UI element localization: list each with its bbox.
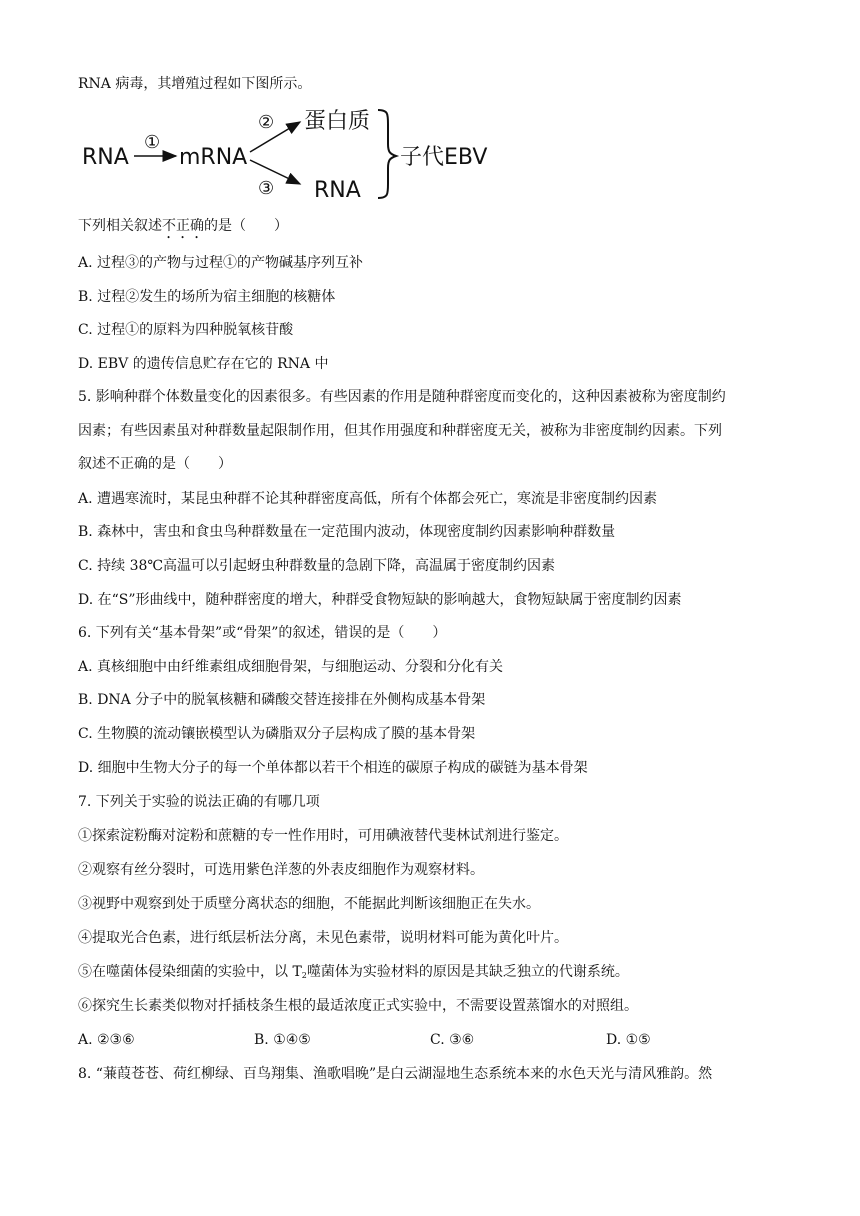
q6-option-c: C. 生物膜的流动镶嵌模型认为磷脂双分子层构成了膜的基本骨架 (78, 726, 476, 742)
q5-stem-line-3: 叙述不正确的是（ ） (78, 456, 232, 472)
q7-item-1: ①探索淀粉酶对淀粉和蔗糖的专一性作用时，可用碘液替代斐林试剂进行鉴定。 (78, 828, 568, 844)
intro-text: RNA 病毒，其增殖过程如下图所示。 (78, 76, 312, 92)
q7-choice-d: D. ①⑤ (606, 1032, 651, 1048)
ebv-replication-diagram (78, 104, 518, 204)
q5-option-c: C. 持续 38℃高温可以引起蚜虫种群数量的急剧下降，高温属于密度制约因素 (78, 558, 556, 574)
q7-item-6: ⑥探究生长素类似物对扦插枝条生根的最适浓度正式实验中，不需要设置蒸馏水的对照组。 (78, 998, 638, 1014)
q5-stem-line-1: 5. 影响种群个体数量变化的因素很多。有些因素的作用是随种群密度而变化的，这种因素被称为密度制约 (78, 389, 726, 405)
diagram-rna-right: RNA (314, 178, 361, 203)
diagram-step-3: ③ (258, 178, 275, 199)
diagram-step-1: ① (144, 132, 161, 153)
diagram-offspring: 子代EBV (400, 145, 488, 170)
diagram-step-2: ② (258, 112, 275, 133)
q5-option-d: D. 在“S”形曲线中，随种群密度的增大，种群受食物短缺的影响越大，食物短缺属于密度制约因素 (78, 592, 682, 608)
q8-stem: 8. “蒹葭苍苍、荷红柳绿、百鸟翔集、渔歌唱晚”是白云湖湿地生态系统本来的水色天光与清风雅韵。然 (78, 1066, 713, 1082)
q7-stem: 7. 下列关于实验的说法正确的有哪几项 (78, 794, 320, 810)
q5-option-b: B. 森林中，害虫和食虫鸟种群数量在一定范围内波动，体现密度制约因素影响种群数量 (78, 524, 616, 540)
diagram-mrna: mRNA (179, 145, 248, 170)
diagram-protein: 蛋白质 (304, 109, 371, 134)
q4-option-b: B. 过程②发生的场所为宿主细胞的核糖体 (78, 289, 336, 305)
q7-item-2: ②观察有丝分裂时，可选用紫色洋葱的外表皮细胞作为观察材料。 (78, 862, 484, 878)
q5-stem-line-2: 因素；有些因素虽对种群数量起限制作用，但其作用强度和种群密度无关，被称为非密度制约因素。下列 (78, 423, 722, 439)
q4-option-c: C. 过程①的原料为四种脱氧核苷酸 (78, 322, 294, 338)
q4-option-d: D. EBV 的遗传信息贮存在它的 RNA 中 (78, 356, 329, 372)
q5-option-a: A. 遭遇寒流时，某昆虫种群不论其种群密度高低，所有个体都会死亡，寒流是非密度制约因素 (78, 491, 658, 507)
diagram-brace (378, 110, 396, 198)
q6-option-a: A. 真核细胞中由纤维素组成细胞骨架，与细胞运动、分裂和分化有关 (78, 659, 504, 675)
q6-stem: 6. 下列有关“基本骨架”或“骨架”的叙述，错误的是（ ） (78, 625, 447, 641)
q7-item-4: ④提取光合色素，进行纸层析法分离，未见色素带，说明材料可能为黄化叶片。 (78, 930, 568, 946)
q7-item-3: ③视野中观察到处于质壁分离状态的细胞，不能据此判断该细胞正在失水。 (78, 896, 540, 912)
q7-item-5: ⑤在噬菌体侵染细菌的实验中，以 $T_2$噬菌体为实验材料的原因是其缺乏独立的代谢系统。 (78, 964, 629, 980)
diagram-rna-left: RNA (82, 145, 129, 170)
q6-option-b: B. DNA 分子中的脱氧核糖和磷酸交替连接排在外侧构成基本骨架 (78, 692, 486, 708)
q4-stem: 下列相关叙述不正确的是（ ） (78, 218, 288, 234)
q7-choice-c: C. ③⑥ (430, 1032, 475, 1048)
q4-option-a: A. 过程③的产物与过程①的产物碱基序列互补 (78, 255, 364, 271)
q7-choice-a: A. ②③⑥ (78, 1032, 135, 1048)
q7-choice-b: B. ①④⑤ (254, 1032, 311, 1048)
q6-option-d: D. 细胞中生物大分子的每一个单体都以若干个相连的碳原子构成的碳链为基本骨架 (78, 760, 588, 776)
